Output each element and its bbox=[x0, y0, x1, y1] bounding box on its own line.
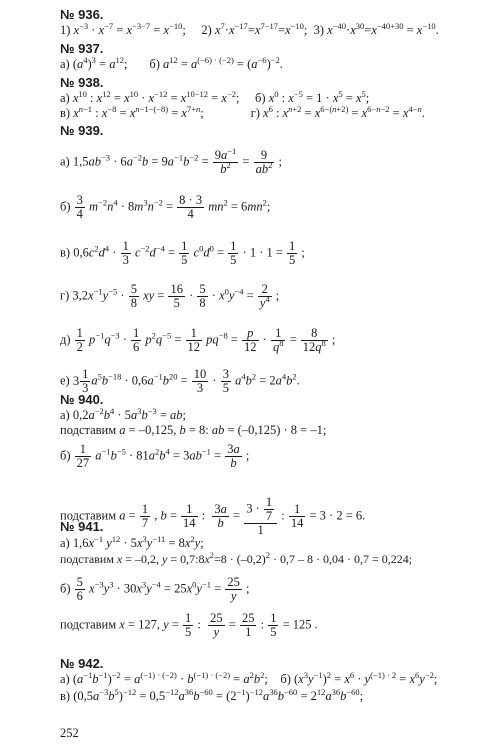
problem-940-b: б) $\frac{1}{27}$ $a^{-1}b^{-5} \cdot 81a^2b^4 = 3ab^{-1}$ = $\frac{3a}{b}$ ; bbox=[60, 442, 250, 470]
problem-940-a: а) $0,2a^{-2}b^4 \cdot 5a^3b^{-3}$ = ab; bbox=[60, 406, 187, 422]
problem-937-line-1: а) $(a^4)^3 = a^{12}$; б) $a^{12} = a^{(-6) \cdot (-2)} = (a^{-6})^{-2}$. bbox=[60, 55, 283, 71]
problem-939-g: г) $3,2x^{-1}y^{-5}$ · $\frac{5}{8}$ xy = $\frac{16}{5}$ · $\frac{5}{8}$ · $x^0y^{-4}$ = $\frac{2}{y^4}$ ; bbox=[60, 282, 280, 310]
problem-939-e: е) 3 $\frac{1}{3}$ $a^5b^{-18} \cdot 0,6a^{-1}b^{20}$ = $\frac{10}{3}$ · $\frac{3}{5}$ $a^4b^2 = 2a^4b^2$. bbox=[60, 367, 300, 395]
problem-941-b: б) $\frac{5}{6}$ $x^{-3}y^3 \cdot 30x^3y^{-4} = 25x^0y^{-1}$ = $\frac{25}{y}$ ; bbox=[60, 575, 250, 603]
problem-938-line-2: в) $x^{n-1}$ : $x^{-8} = x^{n-1-(-8)} = x^{7+n}$; г) $x^6$ : $x^{n+2} = x^{6-(n+2)} = x^{6-n-2} = x^{4-n}$. bbox=[60, 104, 425, 120]
problem-941-heading: № 941. bbox=[60, 519, 104, 534]
problem-939-a: а) $1,5ab^{-3} \cdot 6a^{-2}b = 9a^{-1}b^{-2}$ = $\frac{9a^{-1}}{b^2}$ = $\frac{9}{ab^2}$ ; bbox=[60, 146, 282, 176]
problem-940-b-sub: подставим a = $\frac{1}{7}$ , b = $\frac{1}{14}$ : $\frac{3a}{b}$ = 3 · $\frac{1}{7}$ 1 : $\frac{1}{14}$ = 3 · 2 = 6. bbox=[60, 495, 366, 537]
problem-941-a-sub: подставим x = –0,2, $y = 0,7:8x^2=8 \cdot (-0,2)^2 \cdot 0,7 - 8 \cdot 0,04 \cdot 0,7 = 0,224$; bbox=[60, 550, 413, 566]
problem-937-heading: № 937. bbox=[60, 41, 104, 56]
problem-940-a-sub: подставим a = –0,125, b = 8: ab = (–0,125) · 8 = –1; bbox=[60, 423, 327, 437]
problem-942-v: в) $(0,5a^{-3}b^5)^{-12} = 0,5^{-12}a^{36}b^{-60} = (2^{-1})^{-12}a^{36}b^{-60} = 2^{12}a^{36}b^{-60}$; bbox=[60, 687, 364, 703]
problem-940-heading: № 940. bbox=[60, 392, 104, 407]
problem-936-heading: № 936. bbox=[60, 7, 104, 22]
problem-938-line-1: а) $x^{10}$ : $x^{12} = x^{10} \cdot x^{-12} = x^{10-12} = x^{-2}$; б) $x^0$ : $x^{-5} = 1 \cdot x^5 = x^5$; bbox=[60, 89, 370, 105]
problem-941-a: а) $1,6x^{-1}$ $y^{12} \cdot 5x^3y^{-11} = 8x^2y$; bbox=[60, 534, 204, 550]
problem-941-b-sub: подставим x = 127, y = $\frac{1}{5}$ : $\frac{25}{y}$ = $\frac{25}{1}$ : $\frac{1}{5}$ = 125 . bbox=[60, 611, 318, 639]
problem-939-b: б) $\frac{3}{4}$ $m^{-2}n^4 \cdot 8m^3n^{-2}$ = $\frac{8 \cdot 3}{4}$ $mn^2 = 6mn^2$; bbox=[60, 193, 271, 221]
problem-936-line-1: 1) $x^{-3} \cdot x^{-7} = x^{-3-7} = x^{-10}$; 2) $x^7\cdot x^{-17}=x^{7-17}=x^{-10}$; 3) $x^{-40}\cdot x^{30}=x^{-40+30} = x^{-10}$. bbox=[60, 21, 439, 37]
problem-938-heading: № 938. bbox=[60, 75, 104, 90]
problem-942-heading: № 942. bbox=[60, 656, 104, 671]
problem-939-v: в) $0,6c^2d^4$ · $\frac{1}{3}$ $c^{-2}d^{-4}$ = $\frac{1}{5}$ $c^0d^0$ = $\frac{1}{5}$ · 1 · 1 = $\frac{1}{5}$ ; bbox=[60, 239, 305, 267]
page-number: 252 bbox=[60, 726, 79, 740]
problem-939-heading: № 939. bbox=[60, 123, 104, 138]
problem-942-a-b: а) $(a^{-1}b^{-1})^{-2} = a^{(-1) \cdot (-2)} \cdot b^{(-1) \cdot (-2)} = a^2b^2$; б) $(x^3y^{-1})^2 = x^6 \cdot y^{(-1) \cdot 2} = x^6y^{-2}$; bbox=[60, 670, 438, 686]
problem-939-d: д) $\frac{1}{2}$ $p^{-1}q^{-3}$ · $\frac{1}{6}$ $p^2q^{-5}$ = $\frac{1}{12}$ $pq^{-8}$ = $\frac{p}{12}$ · $\frac{1}{q^8}$ = $\frac{8}{12q^8}$ ; bbox=[60, 326, 336, 354]
